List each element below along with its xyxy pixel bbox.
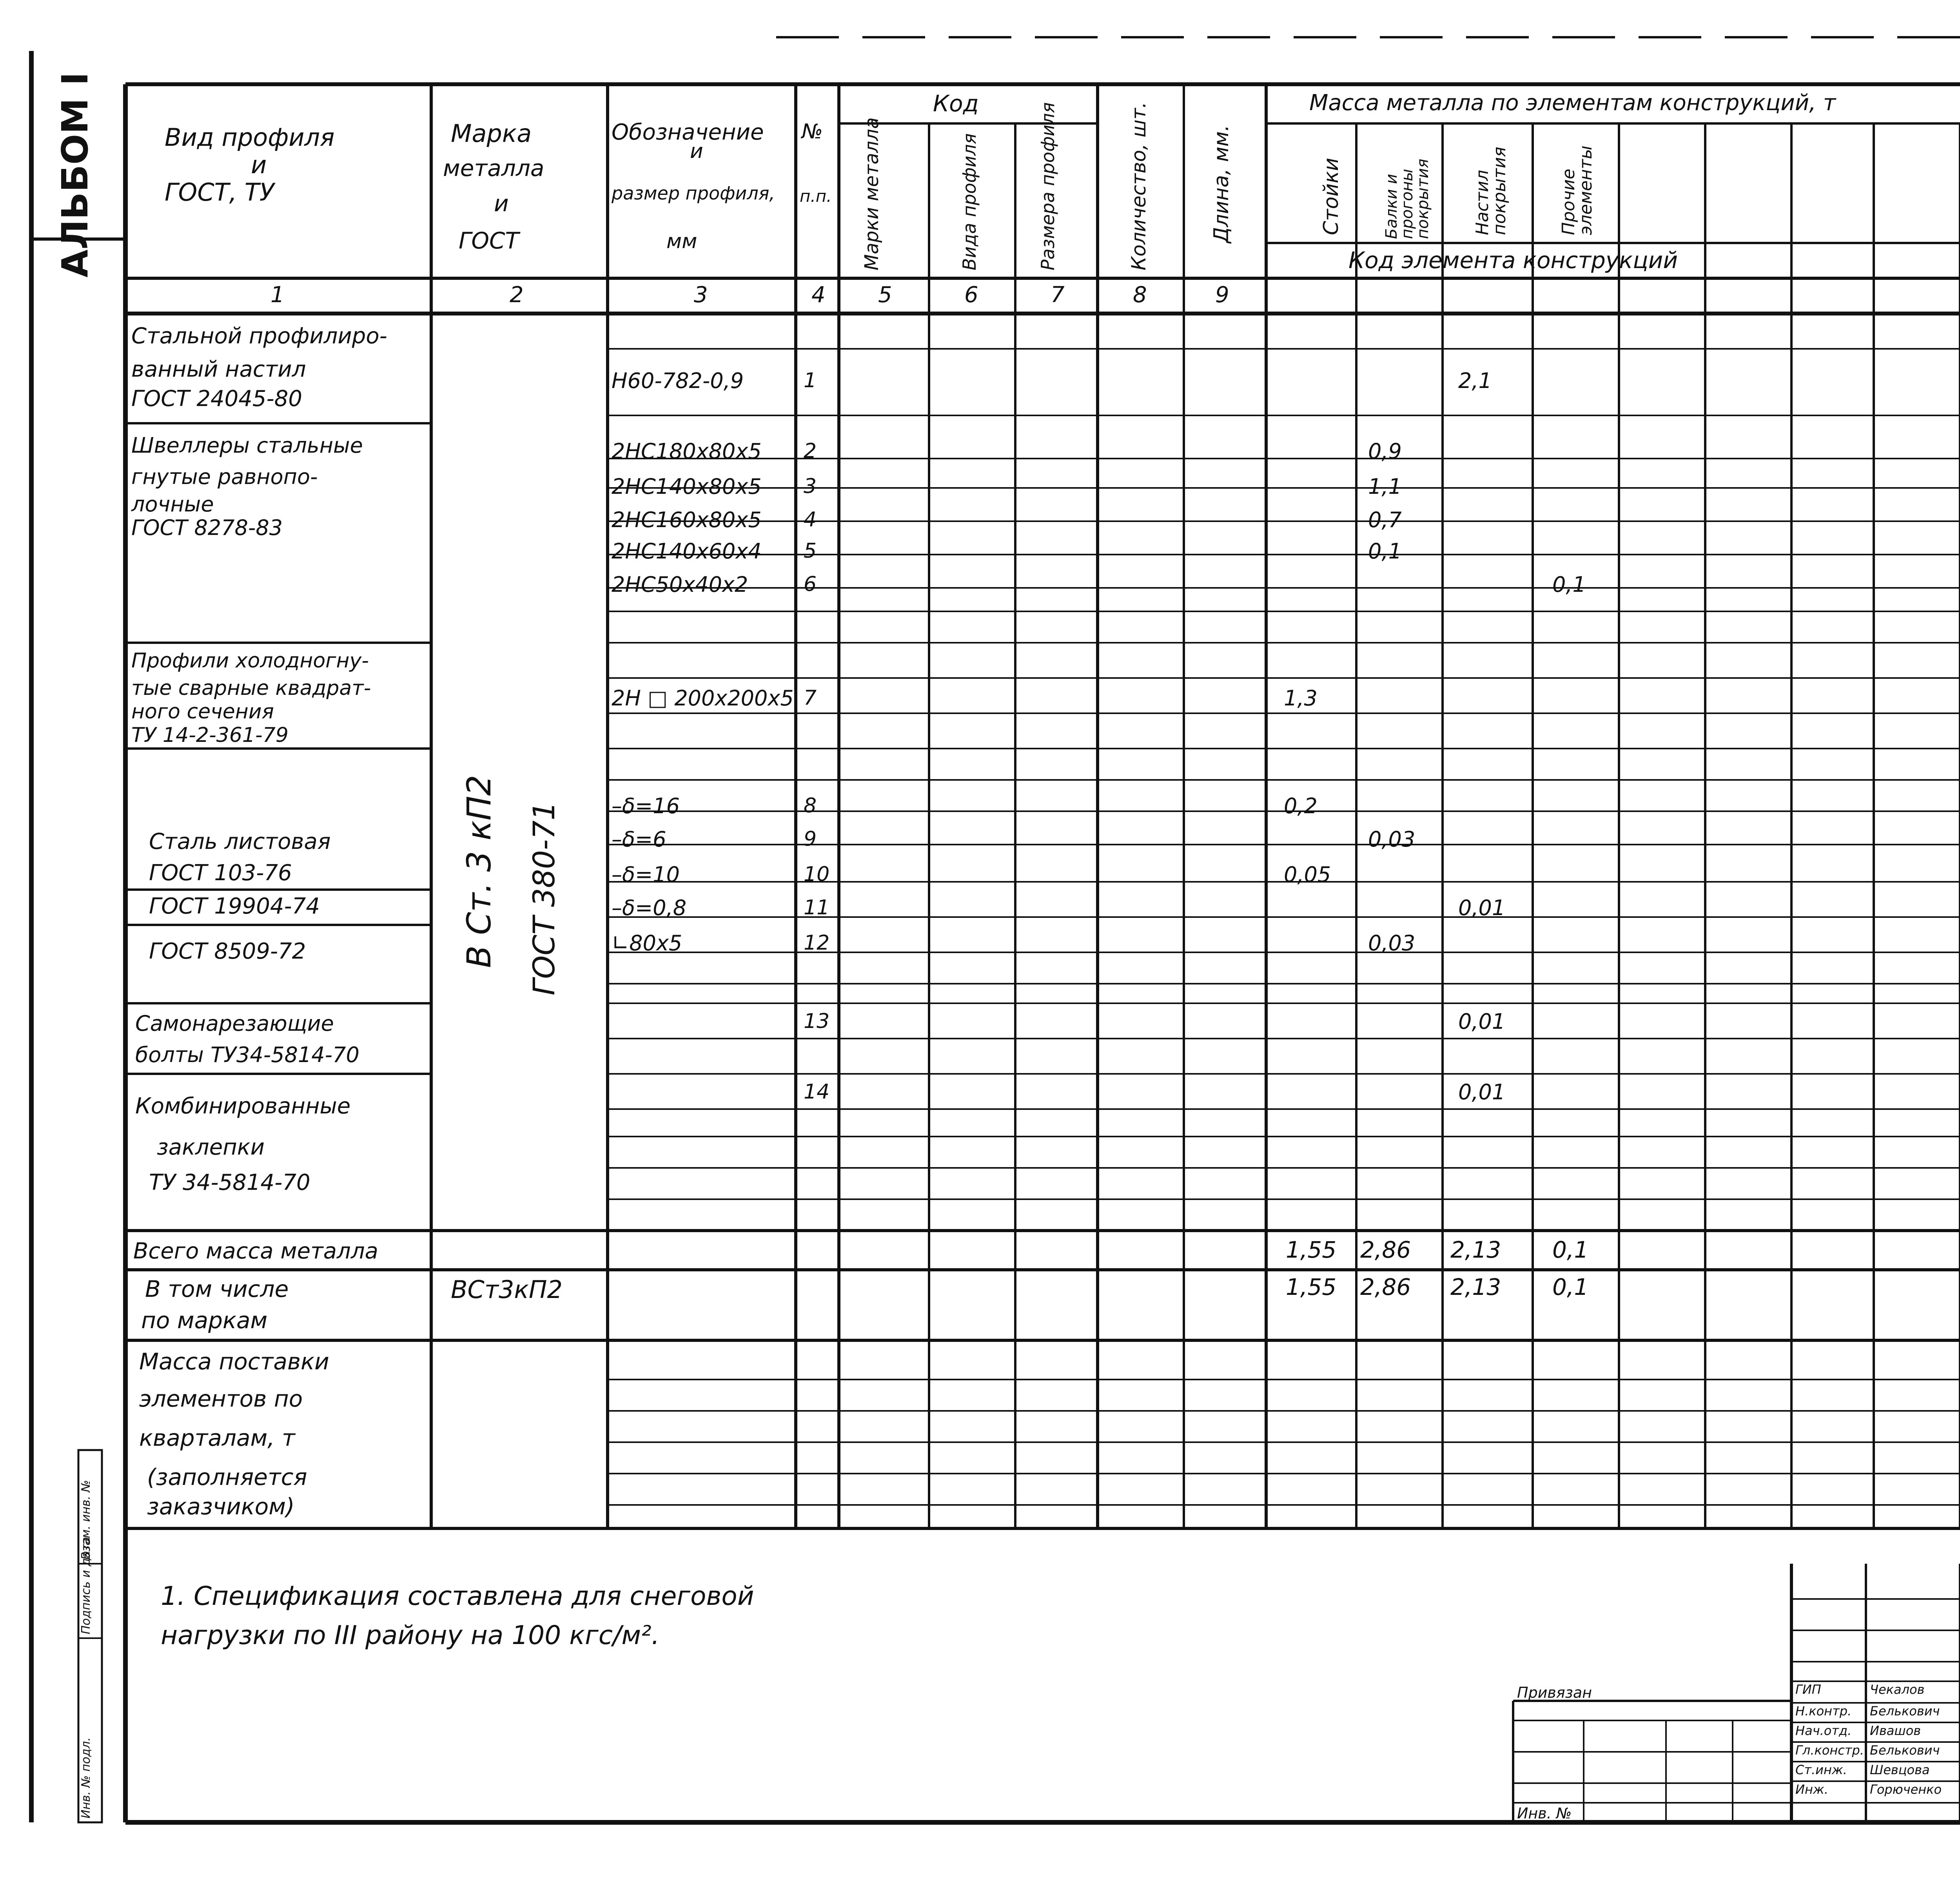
- group-name-line: ного сечения: [131, 700, 274, 723]
- cell-c4: 0,1: [1552, 572, 1586, 597]
- stamp-role: Н.контр.: [1795, 1704, 1852, 1719]
- group-name-line: Швеллеры стальные: [131, 433, 363, 458]
- cell-c2: 0,1: [1368, 539, 1402, 564]
- group-name-line: болты ТУ34-5814-70: [135, 1042, 359, 1067]
- cell-size: 2НС160х80х5: [612, 508, 762, 532]
- cell-size: ∟80х5: [612, 931, 682, 955]
- cell-c2: 0,9: [1368, 439, 1402, 464]
- stamp-role: Инж.: [1795, 1782, 1828, 1797]
- colnum-7: 7: [1051, 282, 1065, 308]
- cell-c2: 0,03: [1368, 827, 1416, 852]
- stamp-person: Ивашов: [1870, 1723, 1921, 1738]
- stamp-role: Ст.инж.: [1795, 1762, 1847, 1777]
- totals-beams: 2,86: [1360, 1236, 1411, 1263]
- cell-size: 2НС50х40х2: [612, 572, 748, 597]
- group-name-line: тые сварные квадрат-: [131, 676, 371, 700]
- cell-c2: 1,1: [1368, 474, 1402, 499]
- colnum-6: 6: [964, 282, 978, 308]
- stamp-role: Нач.отд.: [1795, 1723, 1852, 1738]
- header-quantity: Количество, шт.: [1127, 102, 1150, 270]
- by-grade-other: 0,1: [1552, 1274, 1589, 1300]
- group-name-line: ТУ 14-2-361-79: [131, 723, 289, 747]
- header-kod-profile: Вида профиля: [959, 133, 980, 270]
- group-name-line: ГОСТ 8509-72: [149, 939, 306, 964]
- album-label: АЛЬБОМ I: [54, 72, 96, 277]
- header-col1-line1: Вид профиля: [165, 123, 335, 152]
- stamp-role: ГИП: [1795, 1682, 1821, 1697]
- header-mass-deck: Настил покрытия: [1472, 147, 1510, 235]
- header-mass-beams: Балки и прогоны покрытия: [1383, 158, 1432, 239]
- note-line-2: нагрузки по III району на 100 кгс/м².: [161, 1620, 660, 1650]
- cell-n: 14: [804, 1080, 830, 1104]
- totals-label: Всего масса металла: [133, 1238, 378, 1264]
- cell-size: –δ=16: [612, 794, 680, 818]
- cell-n: 12: [804, 931, 830, 955]
- cell-n: 6: [804, 573, 817, 596]
- stamp-person: Белькович: [1870, 1704, 1940, 1719]
- cell-n: 4: [804, 508, 817, 531]
- cell-c2: 0,03: [1368, 931, 1416, 955]
- header-kod: Код: [933, 90, 979, 117]
- stamp-person: Шевцова: [1870, 1762, 1930, 1777]
- stamp-attached: Привязан: [1517, 1684, 1592, 1701]
- cell-c3: 0,01: [1458, 1009, 1506, 1034]
- group-name-line: Комбинированные: [135, 1093, 351, 1119]
- header-col4-line2: п.п.: [800, 187, 832, 206]
- colnum-8: 8: [1133, 282, 1147, 308]
- header-col1-line2: и: [251, 150, 267, 179]
- header-mass-posts: Стойки: [1319, 158, 1343, 235]
- delivery-line: (заполняется: [147, 1464, 307, 1490]
- group-name-line: лочные: [131, 492, 214, 517]
- colnum-3: 3: [694, 282, 708, 308]
- cell-n: 10: [804, 863, 830, 886]
- header-col4-line1: №: [802, 120, 823, 143]
- header-kod-mark: Марки металла: [861, 117, 883, 270]
- header-col3-line2: и: [690, 140, 703, 163]
- colnum-2: 2: [510, 282, 524, 308]
- stamp-person: Белькович: [1870, 1743, 1940, 1758]
- header-col2-line3: и: [494, 190, 509, 217]
- header-kod-size: Размера профиля: [1037, 102, 1058, 270]
- cell-c1: 1,3: [1284, 686, 1318, 711]
- header-col1-line3: ГОСТ, ТУ: [165, 178, 274, 207]
- cell-c1: 0,05: [1284, 862, 1331, 887]
- stamp-role: Гл.констр.: [1795, 1743, 1864, 1758]
- header-mass-title: Масса металла по элементам конструкций, т: [1309, 90, 1836, 116]
- note-line-1: 1. Спецификация составлена для снеговой: [161, 1581, 754, 1611]
- side-replace: Взам. инв. №: [79, 1480, 93, 1560]
- colnum-9: 9: [1215, 282, 1229, 308]
- group-name-line: ГОСТ 24045-80: [131, 386, 302, 412]
- cell-n: 11: [804, 896, 830, 919]
- group-name-line: ТУ 34-5814-70: [149, 1170, 310, 1195]
- group-name-line: Самонарезающие: [135, 1011, 334, 1036]
- cell-size: 2НС140х60х4: [612, 539, 762, 564]
- cell-size: Н60-782-0,9: [612, 368, 744, 393]
- cell-n: 2: [804, 439, 817, 463]
- cell-c3: 2,1: [1458, 368, 1492, 393]
- steel-gost: ГОСТ 380-71: [526, 801, 561, 995]
- header-col2-line2: металла: [443, 155, 544, 181]
- cell-n: 5: [804, 539, 817, 563]
- steel-grade: В Ст. 3 кП2: [460, 775, 498, 968]
- totals-deck: 2,13: [1450, 1236, 1501, 1263]
- colnum-4: 4: [811, 282, 826, 308]
- cell-size: 2НС140х80х5: [612, 474, 762, 499]
- cell-size: –δ=6: [612, 827, 666, 852]
- header-element-code: Код элемента конструкций: [1348, 247, 1678, 274]
- group-name-line: заклепки: [157, 1135, 265, 1160]
- group-name-line: ГОСТ 8278-83: [131, 515, 283, 540]
- stamp-person: Чекалов: [1870, 1682, 1925, 1697]
- group-name-line: ванный настил: [131, 357, 306, 382]
- cell-n: 8: [804, 794, 817, 818]
- stamp-person: Горюченко: [1870, 1782, 1942, 1797]
- cell-size: 2НС180х80х5: [612, 439, 762, 464]
- group-name-line: ГОСТ 103-76: [149, 860, 292, 886]
- by-grade-label-2: по маркам: [141, 1307, 268, 1334]
- header-col2-line4: ГОСТ: [459, 227, 519, 254]
- by-grade-posts: 1,55: [1286, 1274, 1337, 1300]
- by-grade-label-1: В том числе: [145, 1276, 289, 1302]
- cell-n: 9: [804, 827, 817, 851]
- side-sign: Подпись и дата: [79, 1537, 93, 1634]
- cell-n: 13: [804, 1010, 830, 1033]
- header-col3-line3: размер профиля,: [612, 183, 775, 204]
- side-inv: Инв. № подл.: [79, 1737, 93, 1818]
- group-name-line: гнутые равнопо-: [131, 464, 318, 489]
- header-mass-other: Прочие элементы: [1559, 145, 1596, 235]
- by-grade-grade: ВСт3кП2: [451, 1275, 563, 1304]
- group-name-line: Профили холодногну-: [131, 649, 369, 673]
- cell-size: –δ=0,8: [612, 896, 687, 920]
- delivery-line: элементов по: [139, 1385, 303, 1412]
- cell-c3: 0,01: [1458, 896, 1506, 920]
- header-length: Длина, мм.: [1210, 125, 1233, 243]
- delivery-line: Масса поставки: [139, 1348, 329, 1375]
- group-name-line: ГОСТ 19904-74: [149, 894, 320, 919]
- totals-other: 0,1: [1552, 1236, 1589, 1263]
- cell-n: 7: [804, 686, 817, 710]
- by-grade-beams: 2,86: [1360, 1274, 1411, 1300]
- colnum-5: 5: [878, 282, 892, 308]
- cell-c2: 0,7: [1368, 508, 1402, 532]
- by-grade-deck: 2,13: [1450, 1274, 1501, 1300]
- cell-size: 2Н □ 200х200х5: [612, 686, 794, 711]
- cell-c3: 0,01: [1458, 1080, 1506, 1104]
- stamp-inv: Инв. №: [1517, 1805, 1572, 1822]
- header-col3-line1: Обозначение: [612, 120, 764, 145]
- totals-posts: 1,55: [1286, 1236, 1337, 1263]
- group-name-line: Сталь листовая: [149, 829, 331, 854]
- header-col2-line1: Марка: [451, 119, 532, 148]
- group-name-line: Стальной профилиро-: [131, 323, 387, 349]
- colnum-1: 1: [270, 282, 285, 308]
- cell-n: 1: [804, 369, 817, 392]
- cell-size: –δ=10: [612, 862, 680, 887]
- cell-c1: 0,2: [1284, 794, 1318, 818]
- delivery-line: кварталам, т: [139, 1425, 295, 1451]
- header-col3-line4: мм: [666, 230, 697, 253]
- delivery-line: заказчиком): [147, 1493, 295, 1520]
- cell-n: 3: [804, 475, 817, 498]
